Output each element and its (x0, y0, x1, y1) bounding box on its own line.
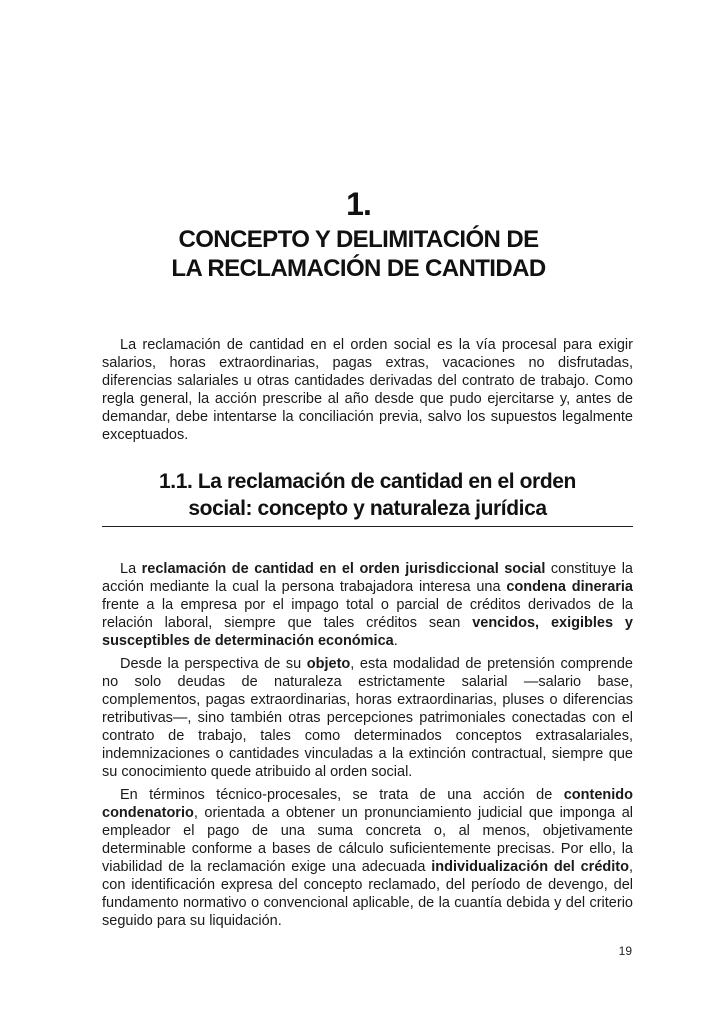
p1-text-4: . (393, 633, 398, 649)
p2-bold-1: objeto (306, 656, 351, 672)
p3-text-1: En términos técnico-procesales, se trata de una acción de (120, 787, 564, 803)
p1-text-3: frente a la empresa por el impago total o parcial de créditos derivados de la relación laboral, siempre que tales créditos sean (102, 597, 633, 631)
p3-bold-2: individualización del crédito (431, 859, 629, 875)
intro-paragraph: La reclamación de cantidad en el orden social es la vía procesal para exigir salarios, horas extraordinarias, pagas extras, vacaciones no disfrutadas, diferencias salariales u otras cantidades derivadas del contrato de trabajo. Como regla general, la acción prescribe al año desde que pudo ejercitarse y, antes de demandar, debe intentarse la conciliación previa, salvo los supuestos legalmente exceptuados. (102, 337, 633, 443)
section-heading-line-2: social: concepto y naturaleza jurídica (188, 497, 547, 520)
intro-paragraph-block (102, 336, 633, 444)
chapter-title (0, 225, 717, 283)
chapter-title-line-1: CONCEPTO Y DELIMITACIÓN DE (178, 226, 539, 253)
section-heading-line-1: 1.1. La reclamación de cantidad en el orden (159, 470, 576, 493)
section-paragraph-3 (102, 786, 633, 930)
p1-text-1: La (120, 561, 142, 577)
section-divider (102, 526, 633, 527)
p1-text-2: constituye la acción mediante la cual la persona trabajadora interesa una (102, 561, 633, 595)
p3-text-3: , con identificación expresa del concepto reclamado, del período de devengo, del fundamento normativo o convencional aplicable, de la cuantía debida y del criterio seguido para su liquidación. (102, 859, 633, 929)
section-body (102, 560, 633, 930)
p1-bold-1: reclamación de cantidad en el orden jurisdiccional social (141, 561, 546, 577)
section-paragraph-1 (102, 560, 633, 650)
chapter-number: 1. (346, 186, 371, 222)
section-heading (102, 468, 633, 522)
section-paragraph-2 (102, 655, 633, 781)
p1-bold-2: condena dineraria (506, 579, 633, 595)
p3-bold-1: contenido condenatorio (102, 787, 633, 821)
page-number: 19 (618, 944, 632, 958)
p1-bold-3: vencidos, exigibles y susceptibles de determinación económica (102, 615, 633, 649)
chapter-title-line-2: LA RECLAMACIÓN DE CANTIDAD (171, 255, 546, 282)
p3-text-2: , orientada a obtener un pronunciamiento judicial que imponga al empleador el pago de una suma concreta o, al menos, objetivamente determinable conforme a bases de cálculo suficientemente precisas. Por ello, la viabilidad de la reclamación exige una adecuada (102, 805, 633, 875)
p2-text-1: Desde la perspectiva de su (120, 656, 307, 672)
p2-text-2: , esta modalidad de pretensión comprende no solo deudas de naturaleza estrictamente salarial —salario base, complementos, pagas extraordinarias, horas extraordinarias, pluses o diferencias retributivas—, sino también otras percepciones patrimoniales conectadas con el contrato de trabajo, tales como determinados conceptos extrasalariales, indemnizaciones o cantidades vinculadas a la extinción contractual, siempre que su conocimiento quede atribuido al orden social. (102, 656, 633, 780)
